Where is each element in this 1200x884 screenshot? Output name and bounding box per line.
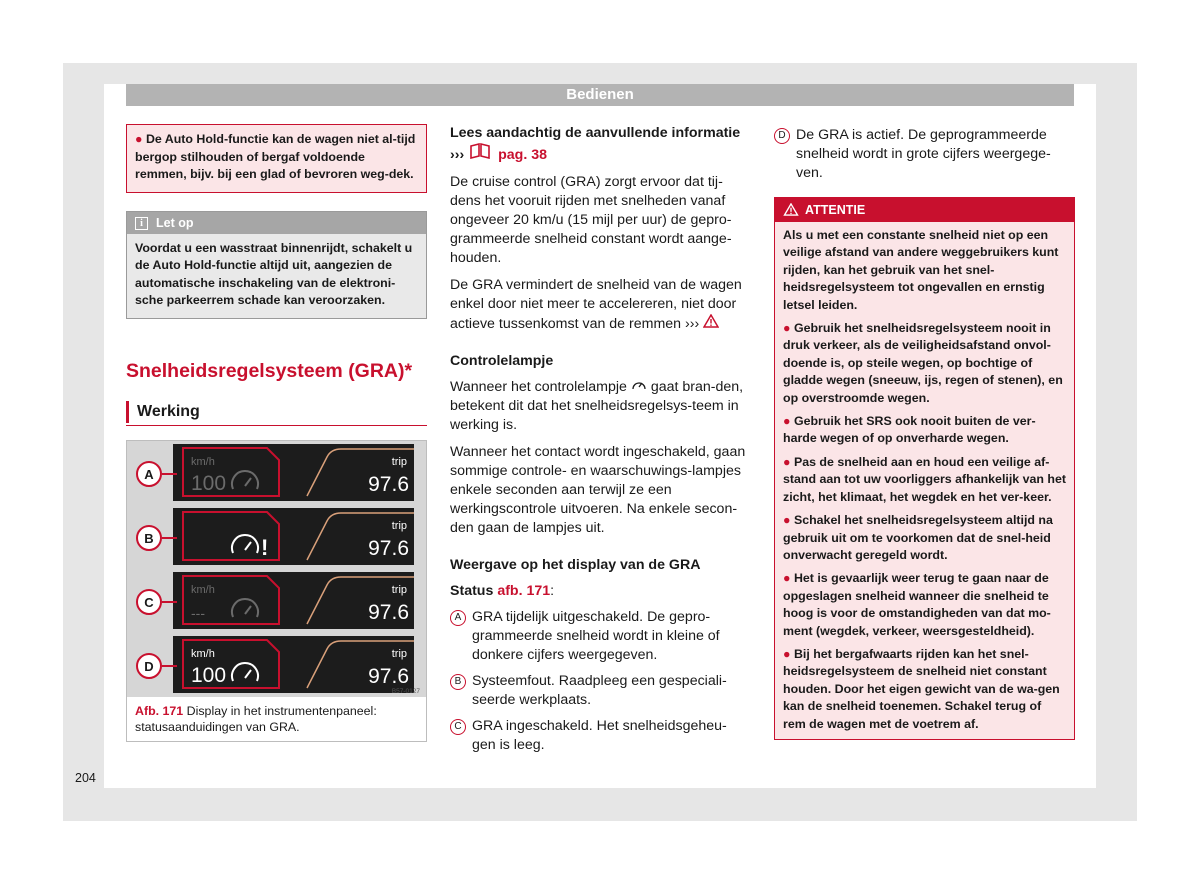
warning-triangle-icon	[783, 203, 805, 217]
status-letter-c: C	[450, 719, 466, 735]
error-mark: !	[261, 534, 269, 560]
status-letter-d: D	[774, 128, 790, 144]
status-item-a	[450, 608, 750, 665]
speed-value: ---	[191, 604, 205, 621]
subsection-title: Werking	[126, 401, 427, 423]
page-number: 204	[75, 771, 96, 785]
status-list	[450, 608, 750, 755]
note-title: Let op	[156, 215, 194, 230]
trip-value: 97.6	[368, 600, 409, 624]
ref-arrows: ›››	[685, 316, 700, 332]
status-item-d	[774, 126, 1075, 183]
figure-image	[127, 441, 426, 697]
note-header	[127, 212, 426, 234]
warning-title: ATTENTIE	[805, 203, 866, 217]
warning-item-text: Pas de snelheid aan en houd een veilige af-stand aan tot uw voorliggers afhankelijk van het zicht, het klimaat, het wegdek en het ver-keer.	[783, 454, 1066, 504]
read-reference	[450, 143, 750, 165]
figure-caption	[127, 697, 426, 741]
trip-label: trip	[391, 583, 407, 596]
status-letter-a: A	[450, 610, 466, 626]
warning-bullet-text: De Auto Hold-functie kan de wagen niet al-tijd bergop stilhouden of bergaf voldoende remmen, bijv. bij een glad of bevroren weg-dek.	[135, 132, 416, 181]
warning-body	[775, 222, 1074, 739]
warning-triangle-icon	[703, 316, 719, 332]
speed-unit: km/h	[191, 647, 215, 660]
status-label: Status	[450, 583, 494, 599]
display-panel-b	[137, 508, 414, 565]
read-ref-arrows: ›››	[450, 147, 465, 163]
cruise-control-lamp-icon	[631, 379, 647, 395]
column-left	[126, 124, 427, 742]
heading-control-lamp: Controlelampje	[450, 353, 554, 369]
warning-item-text: Bij het bergafwaarts rijden kan het snel-heidsregelsysteem de snelheid niet constant houden. Door het eigen gewicht van de wa-gen kan de snelheid toenemen. Schakel terug of rem de wagen met de voetrem af.	[783, 646, 1060, 731]
section-title: Snelheidsregelsysteem (GRA)*	[126, 359, 413, 382]
warning-item	[783, 413, 1066, 448]
bullet-icon: ●	[135, 132, 143, 146]
paragraph-intro: De cruise control (GRA) zorgt ervoor dat tij-dens het vooruit rijden met snelheden vanaf ongeveer 20 km/u (15 mijl per uur) de gepro-grammeerde snelheid constant wordt aange-houden.	[450, 174, 732, 266]
callout-letter: A	[144, 466, 154, 482]
warning-item	[783, 454, 1066, 506]
figure-caption-text: Display in het instrumentenpaneel: statusaanduidingen van GRA.	[135, 703, 377, 734]
speed-value: 100	[191, 471, 227, 495]
bullet-icon: ●	[783, 513, 791, 528]
paragraph-deceleration	[450, 276, 750, 334]
trip-value: 97.6	[368, 536, 409, 560]
lamp-text-b: gaat bran-den, betekent dit dat het snelheidsregelsys-teem in werking is.	[450, 379, 744, 433]
read-heading: Lees aandachtig de aanvullende informatie	[450, 125, 741, 141]
status-colon: :	[550, 583, 555, 599]
callout-letter: B	[144, 530, 154, 546]
status-item-b	[450, 672, 750, 710]
warning-item	[783, 570, 1066, 640]
lamp-text-a: Wanneer het controlelampje	[450, 379, 627, 395]
column-middle	[450, 124, 750, 755]
warning-box	[774, 197, 1075, 740]
warning-item	[783, 512, 1066, 564]
warning-item	[783, 646, 1066, 733]
heading-display: Weergave op het display van de GRA	[450, 557, 701, 573]
status-text-d: De GRA is actief. De geprogrammeerde snelheid wordt in grote cijfers weergege-ven.	[796, 127, 1051, 181]
section-header: Bedienen	[126, 84, 1074, 106]
note-body: Voordat u een wasstraat binnenrijdt, schakelt u de Auto Hold-functie altijd uit, aangezien de automatische inschakeling van de elektroni-sche parkeerrem schade kan veroorzaken.	[135, 240, 413, 307]
info-icon: i	[135, 217, 148, 230]
status-text-c: GRA ingeschakeld. Het snelheidsgeheu-gen is leeg.	[472, 718, 727, 753]
display-panel-c	[137, 572, 414, 629]
figure-code: B57-0127	[391, 687, 420, 695]
instrument-display-illustration	[127, 441, 426, 697]
status-text-b: Systeemfout. Raadpleeg een gespeciali-seerde werkplaats.	[472, 673, 727, 708]
display-panel-a	[137, 444, 414, 501]
speed-unit: km/h	[191, 455, 215, 468]
paragraph-deceleration-text: De GRA vermindert de snelheid van de wagen enkel door niet meer te accelereren, niet door actieve tussenkomst van de remmen	[450, 277, 742, 332]
figure-caption-label: Afb. 171	[135, 703, 184, 718]
paragraph-control-lamp	[450, 378, 750, 435]
status-letter-b: B	[450, 674, 466, 690]
trip-value: 97.6	[368, 664, 409, 688]
speed-unit: km/h	[191, 583, 215, 596]
speed-value: 100	[191, 663, 227, 687]
subsection-header	[126, 401, 427, 426]
warning-item-text: Gebruik het SRS ook nooit buiten de ver-harde wegen of op onverharde wegen.	[783, 414, 1036, 446]
status-text-a: GRA tijdelijk uitgeschakeld. De gepro-grammeerde snelheid wordt in kleine of donkere cijfers weergegeven.	[472, 609, 720, 663]
display-panel-d	[137, 636, 414, 693]
status-ref-link[interactable]: afb. 171	[497, 583, 551, 599]
warning-intro: Als u met een constante snelheid niet op een veilige afstand van andere weggebruikers kunt rijden, kan het gebruik van het snel-heidsregelsysteem tot ongevallen en ernstig letsel leiden.	[783, 228, 1059, 312]
read-ref-link[interactable]: pag. 38	[498, 147, 547, 163]
warning-continuation-box	[126, 124, 427, 193]
status-item-c	[450, 717, 750, 755]
warning-header	[775, 198, 1074, 222]
trip-label: trip	[391, 455, 407, 468]
figure-171	[126, 440, 427, 742]
trip-label: trip	[391, 647, 407, 660]
trip-label: trip	[391, 519, 407, 532]
warning-item-text: Schakel het snelheidsregelsysteem altijd na gebruik uit om te voorkomen dat de snel-heid onverwacht geregeld wordt.	[783, 513, 1053, 562]
bullet-icon: ●	[783, 646, 791, 661]
note-box	[126, 211, 427, 319]
callout-letter: D	[144, 658, 154, 674]
warning-item-text: Het is gevaarlijk weer terug te gaan naar de opgeslagen snelheid wanneer die snelheid te hoog is voor de omstandigheden van dat mo-ment (wegdek, verkeer, weersgesteldheid).	[783, 571, 1051, 638]
bullet-icon: ●	[783, 321, 791, 336]
warning-item	[783, 320, 1066, 407]
status-line	[450, 582, 750, 601]
bullet-icon: ●	[783, 571, 791, 586]
bullet-icon: ●	[783, 414, 791, 429]
trip-value: 97.6	[368, 472, 409, 496]
paragraph-ignition: Wanneer het contact wordt ingeschakeld, gaan sommige controle- en waarschuwings-lampjes enkele seconden aan terwijl ze een werkingscontrole uitvoeren. Na enkele secon-den gaan de lampjes uit.	[450, 444, 746, 536]
warning-item-text: Gebruik het snelheidsregelsysteem nooit in druk verkeer, als de veiligheidsafstand onvol-doende is, op steile wegen, op bochtige of gladde wegen (sneeuw, ijs, regen of stenen), en op overstroomde wegen.	[783, 321, 1063, 405]
column-right	[774, 124, 1075, 740]
bullet-icon: ●	[783, 454, 791, 469]
book-icon	[468, 147, 494, 163]
callout-letter: C	[144, 594, 154, 610]
